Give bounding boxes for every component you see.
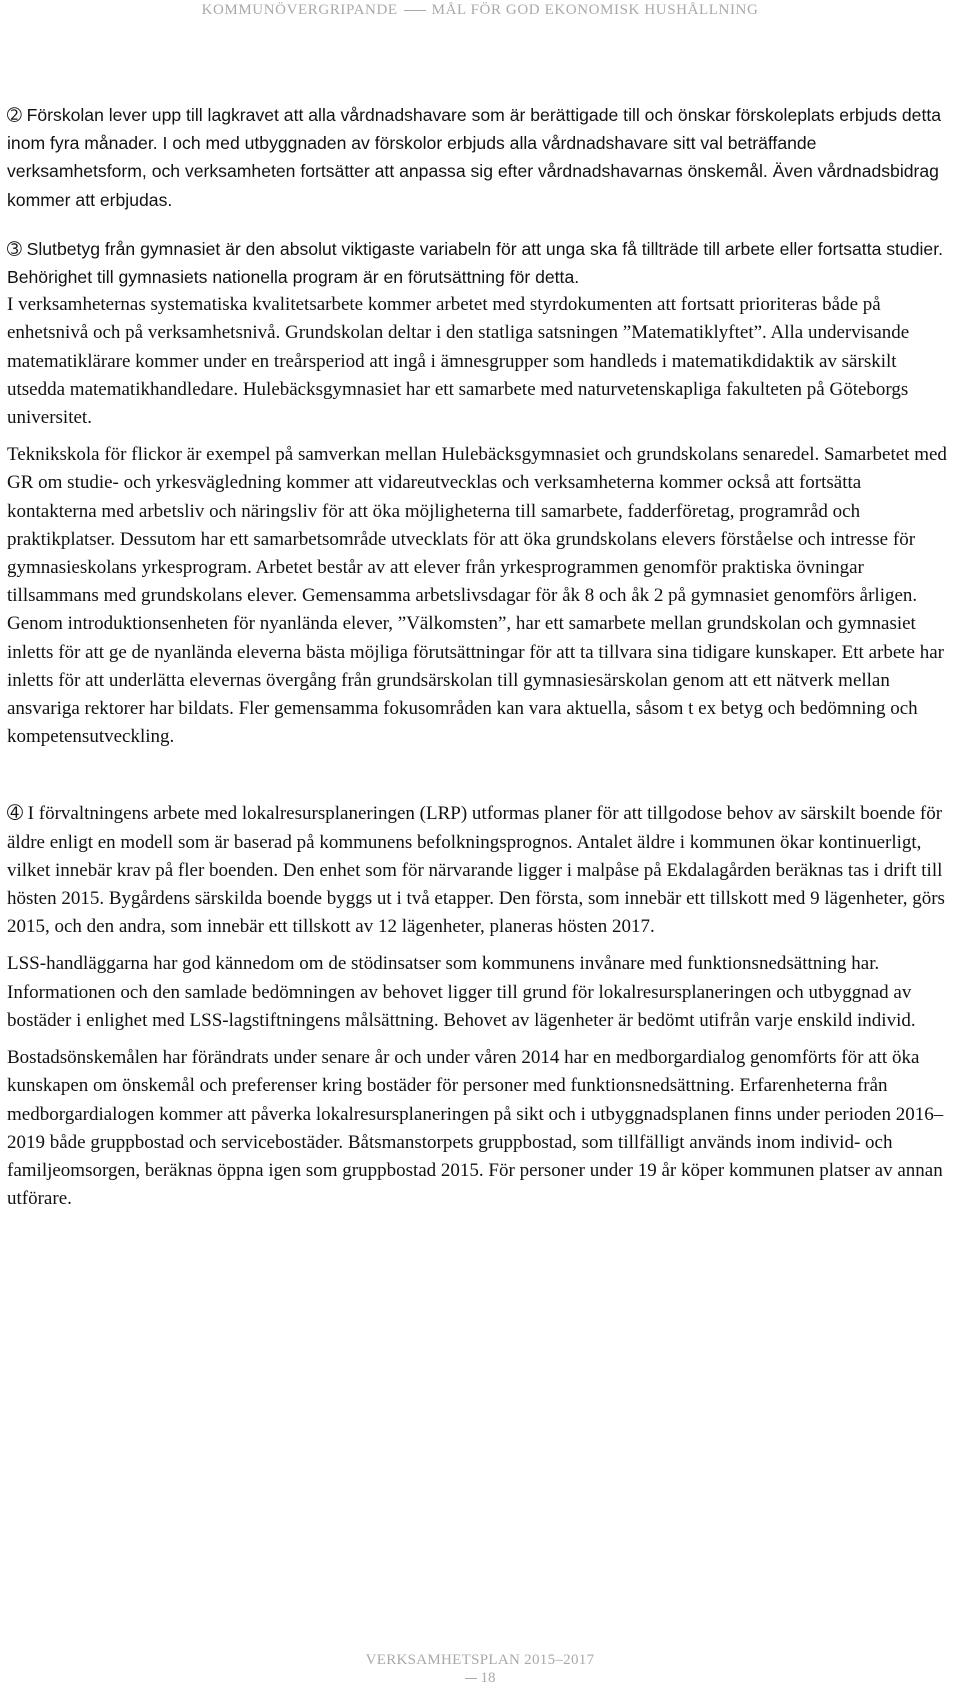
page-number [0, 1670, 960, 1687]
header-left: KOMMUNÖVERGRIPANDE [201, 2, 398, 18]
page-number-dash [465, 1678, 477, 1679]
paragraph-kvalitetsarbete: I verksamheternas systematiska kvalitetsarbete kommer arbetet med styrdokumenten att fortsatt prioriteras både på enhetsnivå och på verksamhetsnivå. Grundskolan deltar i den statliga satsningen ”Matematiklyftet”. Alla undervisande matematiklärare kommer under en treårsperiod att ingå i ämnesgrupper som handleds i matematikdidaktik av särskilt utsedda matematikhandledare. Hulebäcksgymnasiet har ett samarbete med naturvetenskapliga fakulteten på Göteborgs universitet. [7, 294, 910, 429]
footer-title: VERKSAMHETSPLAN 2015–2017 [365, 1652, 595, 1668]
paragraph-forskola: ➁ Förskolan lever upp till lagkravet att alla vårdnadshavare som är berättigade till och önskar förskoleplats erbjuds detta inom fyra månader. I och med utbyggnaden av förskolor erbjuds alla vårdnadshavare sitt val beträffande verksamhetsform, och verksamheten fortsätter att anpassa sig efter vårdnadshavarnas önskemål. Även vårdnadsbidrag kommer att erbjudas. [7, 105, 942, 210]
document-body [7, 101, 952, 1213]
header-separator [404, 10, 426, 11]
page-number-value: 18 [480, 1670, 496, 1686]
paragraph-slutbetyg: ➂ Slutbetyg från gymnasiet är den absolut viktigaste variabeln för att unga ska få tillträde till arbete eller fortsatta studier. Behörighet till gymnasiets nationella program är en förutsättning för detta. [7, 238, 943, 288]
paragraph-teknikskola: Teknikskola för flickor är exempel på samverkan mellan Hulebäcksgymnasiet och grundskolans senaredel. Samarbetet med GR om studie- och yrkesvägledning kommer att vidareutvecklas och verksamheterna kommer också att fortsätta kontakterna med arbetsliv och näringsliv för att öka möjligheterna till samarbete, fadderföretag, programråd och praktikplatser. Dessutom har ett samarbetsområde utvecklats för att öka grundskolans elevers förståelse och intresse för gymnasieskolans yrkesprogram. Arbetet består av att elever från yrkesprogrammen genomför praktiska övningar tillsammans med grundskolans elever. Gemensamma arbetslivsdagar för åk 8 och åk 2 på gymnasiet genomförs årligen. Genom introduktionsenheten för nyanlända elever, ”Välkomsten”, har ett samarbete mellan grundskolan och gymnasiet inletts för att ge de nyanlända eleverna bästa möjliga förutsättningar för att ta tillvara sina tidigare kunskaper. Ett arbete har inletts för att underlätta elevernas övergång från grundsärskolan till gymnasiesärskolan genom att ett nätverk mellan ansvariga rektorer har bildats. Fler gemensamma fokusområden kan vara aktuella, såsom t ex betyg och bedömning och kompetensutveckling. [7, 444, 947, 748]
paragraph-lokalresursplanering: ➃ I förvaltningens arbete med lokalresursplaneringen (LRP) utformas planer för att tillgodose behov av särskilt boende för äldre enligt en modell som är baserad på kommunens befolkningsprognos. Antalet äldre i kommunen ökar kontinuerligt, vilket innebär krav på fler boenden. Den enhet som för närvarande ligger i malpåse på Ekdalagården beräknas tas i drift till hösten 2015. Bygårdens särskilda boende byggs ut i två etapper. Den första, som innebär ett tillskott med 9 lägenheter, görs 2015, och den andra, som innebär ett tillskott av 12 lägenheter, planeras hösten 2017. [7, 803, 945, 938]
header-right: MÅL FÖR GOD EKONOMISK HUSHÅLLNING [431, 2, 759, 18]
paragraph-bostadsonskemal: Bostadsönskemålen har förändrats under senare år och under våren 2014 har en medborgardialog genomförts för att öka kunskapen om önskemål och preferenser kring bostäder för personer med funktionsnedsättning. Erfarenheterna från medborgardialogen kommer att påverka lokalresursplaneringen på sikt och i utbyggnadsplanen finns under perioden 2016–2019 både gruppbostad och servicebostäder. Båtsmanstorpets gruppbostad, som tillfälligt används inom individ- och familjeomsorgen, beräknas öppna igen som gruppbostad 2015. För personer under 19 år köper kommunen platser av annan utförare. [7, 1047, 944, 1210]
paragraph-lss: LSS-handläggarna har god kännedom om de stödinsatser som kommunens invånare med funktionsnedsättning har. Informationen och den samlade bedömningen av behovet ligger till grund för lokalresursplaneringen och utbyggnad av bostäder i enlighet med LSS-lagstiftningens målsättning. Behovet av lägenheter är bedömt utifrån varje enskild individ. [7, 953, 916, 1031]
running-header [0, 2, 960, 19]
